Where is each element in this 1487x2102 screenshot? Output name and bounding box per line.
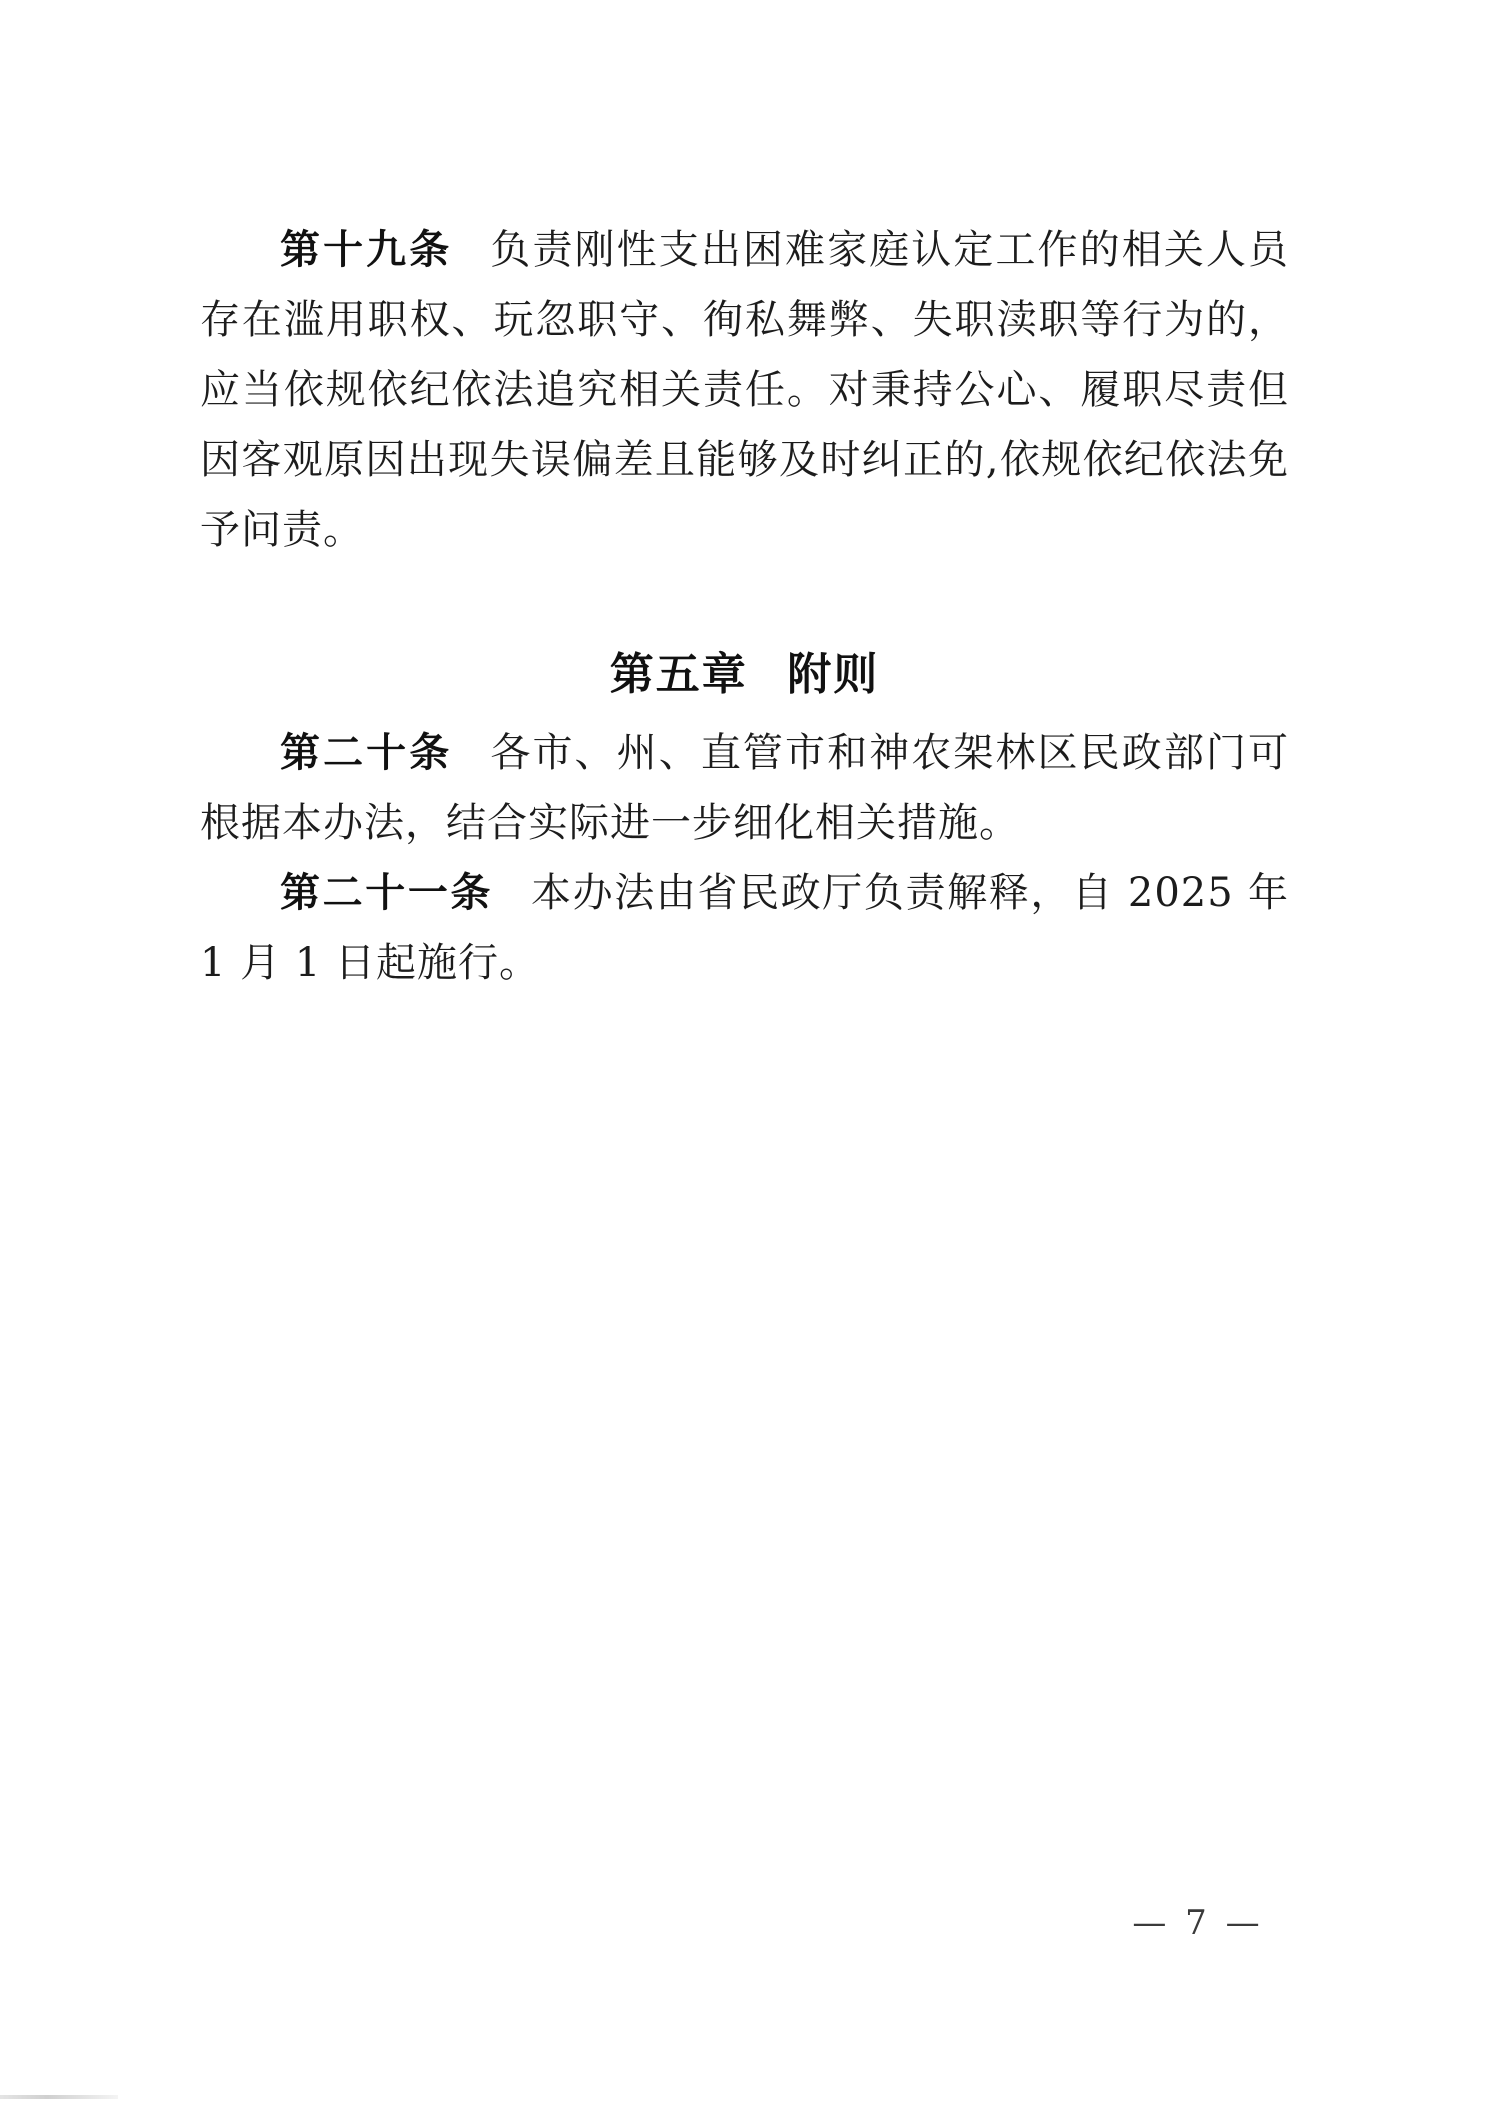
chapter-5-title: 附则 — [787, 650, 880, 699]
paragraph-article-21 — [200, 858, 1289, 998]
article-21-label: 第二十一条 — [280, 871, 494, 915]
article-21-text: 本办法由省民政厅负责解释，自 2025 年 1 月 1 日起施行。 — [200, 870, 1289, 986]
scan-artifact — [0, 2095, 118, 2099]
paragraph-article-20 — [200, 718, 1289, 858]
article-19-label: 第十九条 — [280, 228, 453, 272]
chapter-5-number: 第五章 — [609, 650, 748, 699]
article-20-text: 各市、州、直管市和神农架林区民政部门可根据本办法，结合实际进一步细化相关措施。 — [200, 730, 1290, 846]
article-19-text: 负责刚性支出困难家庭认定工作的相关人员存在滥用职权、玩忽职守、徇私舞弊、失职渎职等行为的，应当依规依纪依法追究相关责任。对秉持公心、履职尽责但因客观原因出现失误偏差且能够及时纠正的,依规依纪依法免予问责。 — [200, 227, 1290, 553]
article-20-label: 第二十条 — [280, 731, 453, 775]
paragraph-article-19 — [200, 215, 1289, 565]
document-body — [200, 215, 1289, 998]
page-number: — 7 — — [1132, 1903, 1264, 1943]
chapter-5-heading — [200, 640, 1289, 710]
